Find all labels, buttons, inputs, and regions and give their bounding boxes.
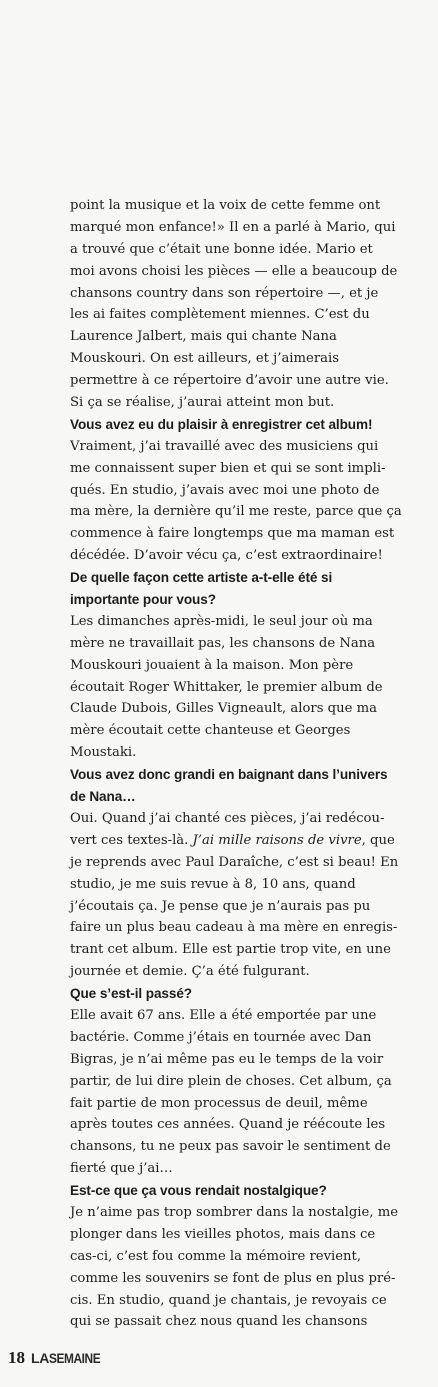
text-line: qués. En studio, j’avais avec moi une photo de (70, 482, 380, 498)
text-line: commence à faire longtemps que ma maman est (70, 526, 395, 542)
text-line: fait partie de mon processus de deuil, même (70, 1095, 368, 1111)
text-line: ma mère, la dernière qu’il me reste, parce que ça (70, 504, 402, 520)
text-line: point la musique et la voix de cette femme ont (70, 198, 381, 213)
text-line: partir, de lui dire plein de choses. Cet album, ça (70, 1073, 392, 1089)
text-line: j’écoutais ça. Je pense que je n’aurais pas pu (70, 898, 371, 914)
text-line: de Nana… (70, 789, 136, 805)
text-line: marqué mon enfance!» Il en a parlé à Mario, qui (70, 219, 396, 235)
text-line: studio, je me suis revue à 8, 10 ans, quand (70, 876, 356, 892)
text-line: permettre à ce répertoire d’avoir une autre vie. (70, 373, 389, 389)
interview-answer (70, 808, 430, 983)
text-line: les ai faites complètement miennes. C’est du (70, 307, 370, 323)
interview-answer (70, 611, 430, 764)
page-footer (8, 1348, 109, 1374)
text-line: Elle avait 67 ans. Elle a été emportée par une (70, 1007, 377, 1023)
interview-answer (70, 195, 430, 414)
text-line: Vraiment, j’ai travaillé avec des musiciens qui (70, 438, 379, 454)
text-line: me connaissent super bien et qui se sont impli- (70, 460, 386, 476)
interview-question (70, 1180, 430, 1202)
interview-article (70, 195, 430, 1333)
text-line: cas-ci, c’est fou comme la mémoire revient, (70, 1248, 362, 1264)
interview-answer (70, 436, 430, 567)
text-line: Bigras, je n’ai même pas eu le temps de la voir (70, 1051, 384, 1067)
text-line: Mouskouri. On est ailleurs, et j’aimerais (70, 351, 339, 367)
interview-question (70, 983, 430, 1005)
text-line: Mouskouri jouaient à la maison. Mon père (70, 657, 354, 673)
text-line: Claude Dubois, Gilles Vigneault, alors que ma (70, 701, 377, 717)
text-line: chansons, tu ne peux pas savoir le sentiment de (70, 1139, 391, 1155)
text-line: Les dimanches après-midi, le seul jour où ma (70, 613, 373, 629)
text-line: Laurence Jalbert, mais qui chante Nana (70, 329, 337, 345)
song-title: J’ai mille raisons de vivre (192, 832, 362, 848)
text-line: comme les souvenirs se font de plus en plus pré- (70, 1270, 396, 1286)
magazine-logo-prefix: LA (31, 1350, 50, 1366)
text-line: Vous avez donc grandi en baignant dans l’univers (70, 767, 388, 783)
text-line: a trouvé que c’était une bonne idée. Mario et (70, 241, 373, 257)
interview-question (70, 414, 430, 436)
text-line: Que s’est-il passé? (70, 986, 193, 1002)
interview-answer (70, 1005, 430, 1180)
text-line: Si ça se réalise, j’aurai atteint mon but. (70, 395, 335, 411)
text-line: cis. En studio, quand je chantais, je revoyais ce (70, 1292, 387, 1308)
text-line: je reprends avec Paul Daraîche, c’est si beau! En (70, 854, 399, 870)
text-line: mère ne travaillait pas, les chansons de Nana (70, 635, 376, 651)
text-line: bactérie. Comme j’étais en tournée avec Dan (70, 1029, 372, 1045)
text-line: De quelle façon cette artiste a-t-elle été si (70, 570, 333, 586)
text-line: plonger dans les vieilles photos, mais dans ce (70, 1226, 376, 1242)
text-line: vert ces textes-là. J’ai mille raisons de vivre, que (70, 832, 395, 848)
page-number: 18 (8, 1348, 25, 1367)
magazine-logo-name: SEMAINE (49, 1350, 101, 1366)
text-line: Est-ce que ça vous rendait nostalgique? (70, 1183, 327, 1199)
text-line: moi avons choisi les pièces — elle a beaucoup de (70, 263, 398, 279)
text-line: Moustaki. (70, 745, 137, 761)
text-line: trant cet album. Elle est partie trop vite, en une (70, 942, 391, 958)
interview-question (70, 567, 430, 611)
text-line: mère écoutait cette chanteuse et Georges (70, 723, 351, 739)
text-line: journée et demie. Ç’a été fulgurant. (70, 964, 310, 980)
text-line: Je n’aime pas trop sombrer dans la nostalgie, me (70, 1204, 399, 1220)
text-line: décédée. D’avoir vécu ça, c’est extraordinaire! (70, 548, 383, 564)
text-line: écoutait Roger Whittaker, le premier album de (70, 679, 383, 695)
text-line: fierté que j’ai… (70, 1161, 173, 1177)
text-line: qui se passait chez nous quand les chansons (70, 1314, 368, 1330)
text-line: Oui. Quand j’ai chanté ces pièces, j’ai redécou- (70, 810, 385, 826)
text-line: chansons country dans son répertoire —, et je (70, 285, 379, 301)
text-line: importante pour vous? (70, 592, 216, 608)
text-line: après toutes ces années. Quand je réécoute les (70, 1117, 386, 1133)
interview-question (70, 764, 430, 808)
text-line: Vous avez eu du plaisir à enregistrer cet album! (70, 416, 373, 432)
text-line: faire un plus beau cadeau à ma mère en enregis- (70, 920, 398, 936)
interview-answer (70, 1202, 430, 1333)
